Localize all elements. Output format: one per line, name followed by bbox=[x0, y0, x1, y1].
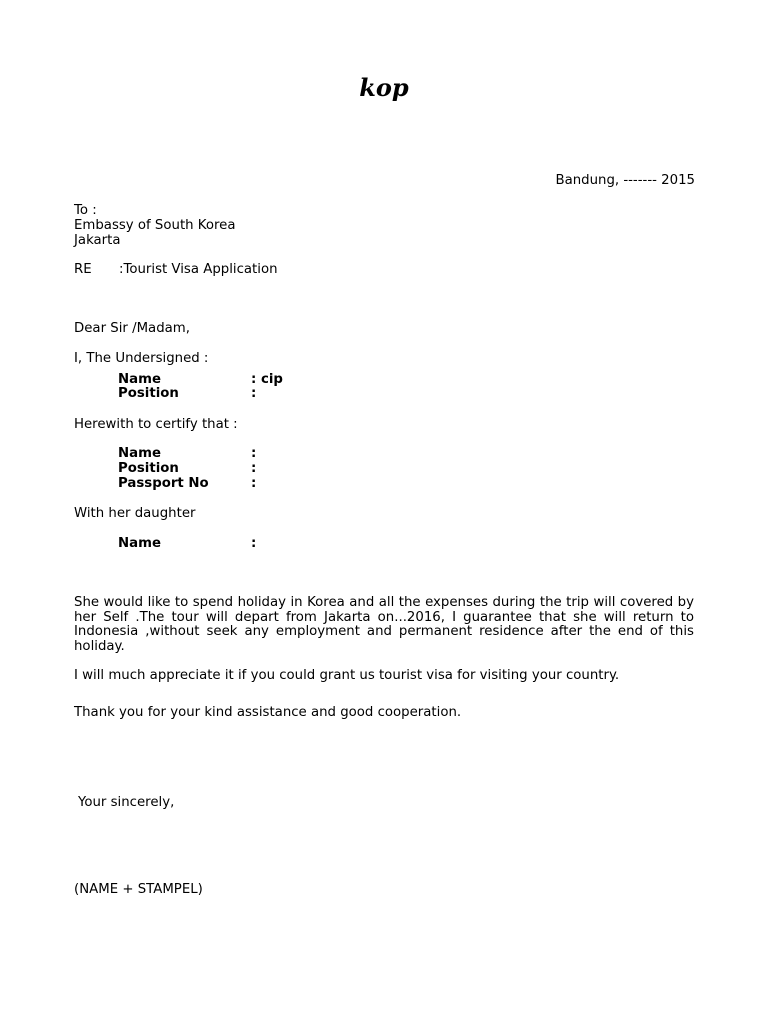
certify-intro: Herewith to certify that : bbox=[74, 417, 238, 432]
letter-date: Bandung, ------- 2015 bbox=[555, 173, 695, 188]
recipient-name: Embassy of South Korea bbox=[74, 218, 236, 233]
body-paragraph-thanks: Thank you for your kind assistance and good cooperation. bbox=[74, 705, 462, 720]
certified-position-value: : bbox=[251, 461, 257, 476]
certified-passport-value: : bbox=[251, 476, 257, 491]
daughter-name-value: : bbox=[251, 536, 257, 551]
certified-position-label: Position bbox=[118, 461, 179, 476]
certified-passport-label: Passport No bbox=[118, 476, 209, 491]
re-label: RE bbox=[74, 262, 92, 277]
closing: Your sincerely, bbox=[78, 795, 175, 810]
re-subject: :Tourist Visa Application bbox=[119, 262, 278, 277]
undersigned-intro: I, The Undersigned : bbox=[74, 351, 209, 366]
to-label: To : bbox=[74, 203, 97, 218]
body-paragraph-request: I will much appreciate it if you could grant us tourist visa for visiting your country. bbox=[74, 668, 620, 683]
certified-name-value: : bbox=[251, 446, 257, 461]
body-paragraph-guarantee: She would like to spend holiday in Korea and all the expenses during the trip will covered by her Self .The tour will depart from Jakarta on...2016, I guarantee that she will return to Indonesia ,without seek any employment and permanent residence after the end of this holiday. bbox=[74, 595, 694, 655]
recipient-city: Jakarta bbox=[74, 233, 121, 248]
undersigned-name-value: : cip bbox=[251, 372, 283, 387]
undersigned-name-label: Name bbox=[118, 372, 161, 387]
salutation: Dear Sir /Madam, bbox=[74, 321, 190, 336]
undersigned-position-label: Position bbox=[118, 386, 179, 401]
signature-placeholder: (NAME + STAMPEL) bbox=[74, 882, 203, 897]
undersigned-position-value: : bbox=[251, 386, 257, 401]
daughter-intro: With her daughter bbox=[74, 506, 196, 521]
certified-name-label: Name bbox=[118, 446, 161, 461]
daughter-name-label: Name bbox=[118, 536, 161, 551]
letterhead-kop: kop bbox=[359, 73, 409, 102]
